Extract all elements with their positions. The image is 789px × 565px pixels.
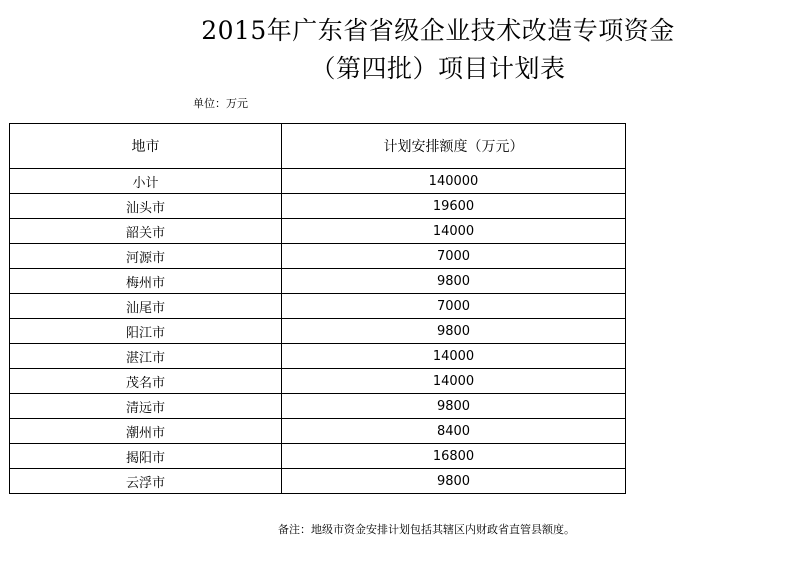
column-header-city: 地市 (10, 124, 282, 169)
table-row (10, 294, 626, 319)
city-cell: 梅州市 (10, 269, 282, 294)
table-header-row (10, 124, 626, 169)
table-row-subtotal (10, 169, 626, 194)
amount-cell: 9800 (282, 269, 626, 294)
amount-cell: 140000 (282, 169, 626, 194)
amount-cell: 7000 (282, 294, 626, 319)
table-row (10, 419, 626, 444)
amount-cell: 7000 (282, 244, 626, 269)
table-row (10, 444, 626, 469)
city-cell: 茂名市 (10, 369, 282, 394)
amount-cell: 19600 (282, 194, 626, 219)
city-cell: 汕尾市 (10, 294, 282, 319)
table-row (10, 194, 626, 219)
city-cell: 湛江市 (10, 344, 282, 369)
table-row (10, 269, 626, 294)
footnote: 备注：地级市资金安排计划包括其辖区内财政省直管县额度。 (278, 523, 575, 536)
table-row (10, 219, 626, 244)
city-cell: 揭阳市 (10, 444, 282, 469)
table-row (10, 344, 626, 369)
city-cell: 云浮市 (10, 469, 282, 494)
table-row (10, 244, 626, 269)
city-cell: 韶关市 (10, 219, 282, 244)
amount-cell: 14000 (282, 369, 626, 394)
city-cell: 阳江市 (10, 319, 282, 344)
table-row (10, 319, 626, 344)
amount-cell: 9800 (282, 394, 626, 419)
city-cell: 小计 (10, 169, 282, 194)
column-header-amount: 计划安排额度（万元） (282, 124, 626, 169)
page-subtitle: （第四批）项目计划表 (310, 54, 566, 83)
table-row (10, 469, 626, 494)
unit-label: 单位：万元 (193, 97, 248, 110)
amount-cell: 14000 (282, 344, 626, 369)
amount-cell: 9800 (282, 319, 626, 344)
city-cell: 汕头市 (10, 194, 282, 219)
amount-cell: 16800 (282, 444, 626, 469)
city-cell: 河源市 (10, 244, 282, 269)
page-title: 2015年广东省省级企业技术改造专项资金 (201, 16, 675, 45)
amount-cell: 9800 (282, 469, 626, 494)
table-row (10, 394, 626, 419)
amount-cell: 8400 (282, 419, 626, 444)
table-row (10, 369, 626, 394)
amount-cell: 14000 (282, 219, 626, 244)
city-cell: 潮州市 (10, 419, 282, 444)
city-cell: 清远市 (10, 394, 282, 419)
funding-plan-table (9, 123, 626, 494)
